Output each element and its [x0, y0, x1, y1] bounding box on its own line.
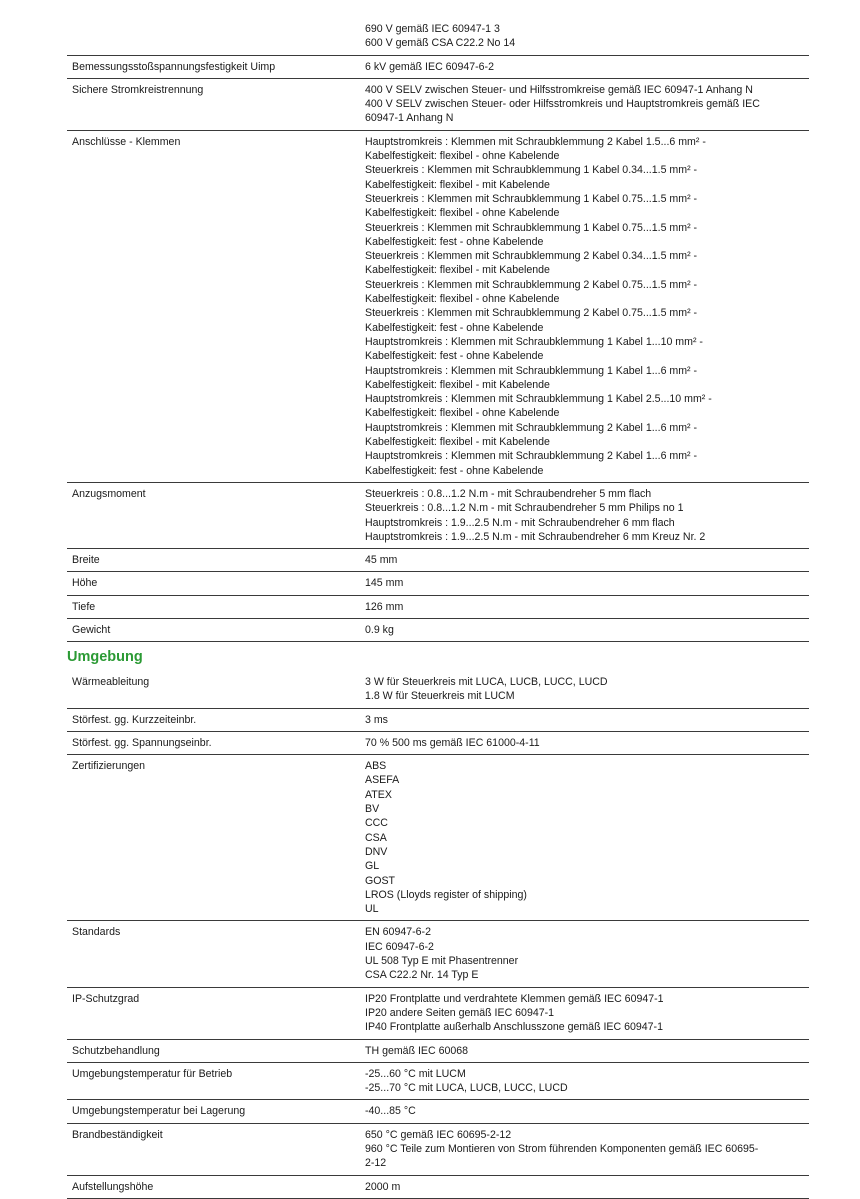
spec-value-line: 600 V gemäß CSA C22.2 No 14 [365, 37, 516, 50]
spec-value-line: 6 kV gemäß IEC 60947-6-2 [365, 60, 494, 73]
spec-value-line: Kabelfestigkeit: flexibel - ohne Kabelende [365, 293, 560, 306]
spec-value-line: ATEX [365, 788, 392, 801]
spec-label: Bemessungsstoßspannungsfestigkeit Uimp [72, 60, 276, 73]
spec-label: Störfest. gg. Kurzzeiteinbr. [72, 713, 197, 726]
spec-row [67, 1063, 809, 1101]
spec-value-line: Kabelfestigkeit: fest - ohne Kabelende [365, 464, 544, 477]
spec-value-line: Kabelfestigkeit: fest - ohne Kabelende [365, 235, 544, 248]
spec-value-line: 0.9 kg [365, 623, 394, 636]
spec-value [365, 1128, 809, 1171]
spec-value-line: Hauptstromkreis : Klemmen mit Schraubklemmung 1 Kabel 1...6 mm² - [365, 364, 698, 377]
spec-value-line: Kabelfestigkeit: flexibel - ohne Kabelende [365, 407, 560, 420]
spec-row [67, 483, 809, 549]
spec-value-line: Kabelfestigkeit: flexibel - mit Kabelende [365, 378, 550, 391]
spec-value-line: Kabelfestigkeit: flexibel - mit Kabelende [365, 178, 550, 191]
spec-value [365, 1044, 809, 1058]
spec-value-line: Kabelfestigkeit: fest - ohne Kabelende [365, 321, 544, 334]
spec-value-line: -25...70 °C mit LUCA, LUCB, LUCC, LUCD [365, 1082, 568, 1095]
spec-row [67, 1176, 809, 1199]
spec-row [67, 755, 809, 921]
spec-value [365, 576, 809, 590]
spec-value-line: Kabelfestigkeit: flexibel - ohne Kabelende [365, 150, 560, 163]
spec-label: Störfest. gg. Spannungseinbr. [72, 736, 212, 749]
spec-value-line: EN 60947-6-2 [365, 926, 431, 939]
spec-label: Anzugsmoment [72, 487, 146, 500]
spec-value-line: Hauptstromkreis : Klemmen mit Schraubklemmung 2 Kabel 1...6 mm² - [365, 450, 698, 463]
spec-label: Umgebungstemperatur für Betrieb [72, 1067, 233, 1080]
spec-value-line: 145 mm [365, 577, 404, 590]
spec-label: Sichere Stromkreistrennung [72, 83, 204, 96]
spec-row [67, 732, 809, 755]
spec-value-line: 45 mm [365, 554, 398, 567]
spec-label: Anschlüsse - Klemmen [72, 135, 181, 148]
spec-label: Zertifizierungen [72, 760, 146, 773]
spec-value-line: Hauptstromkreis : Klemmen mit Schraubklemmung 1 Kabel 1...10 mm² - [365, 335, 703, 348]
spec-value-line: 2-12 [365, 1157, 387, 1170]
spec-label: Aufstellungshöhe [72, 1180, 154, 1193]
spec-value-line: -25...60 °C mit LUCM [365, 1067, 466, 1080]
spec-value-line: IP20 Frontplatte und verdrahtete Klemmen gemäß IEC 60947-1 [365, 992, 664, 1005]
spec-value-line: 960 °C Teile zum Montieren von Strom führenden Komponenten gemäß IEC 60695- [365, 1143, 759, 1156]
spec-value-line: Steuerkreis : Klemmen mit Schraubklemmung 1 Kabel 0.34...1.5 mm² - [365, 164, 698, 177]
spec-value-line: IP20 andere Seiten gemäß IEC 60947-1 [365, 1006, 555, 1019]
spec-value [365, 22, 809, 51]
spec-row [67, 619, 809, 642]
spec-row [67, 79, 809, 131]
spec-label: Schutzbehandlung [72, 1044, 160, 1057]
spec-value [365, 992, 809, 1035]
spec-value [365, 736, 809, 750]
spec-value [365, 713, 809, 727]
spec-value [365, 759, 809, 916]
spec-value [365, 1067, 809, 1096]
spec-value-line: UL [365, 903, 379, 916]
spec-value-line: Hauptstromkreis : 1.9...2.5 N.m - mit Schraubendreher 6 mm Kreuz Nr. 2 [365, 530, 706, 543]
spec-value-line: 1.8 W für Steuerkreis mit LUCM [365, 690, 515, 703]
spec-value-line: GOST [365, 874, 396, 887]
spec-value-line: 3 W für Steuerkreis mit LUCA, LUCB, LUCC, LUCD [365, 676, 608, 688]
spec-value-line: LROS (Lloyds register of shipping) [365, 888, 527, 901]
spec-table-technical [67, 0, 809, 642]
spec-value-line: IP40 Frontplatte außerhalb Anschlusszone gemäß IEC 60947-1 [365, 1021, 663, 1034]
spec-row [67, 596, 809, 619]
spec-value-line: 2000 m [365, 1180, 401, 1193]
spec-value-line: 400 V SELV zwischen Steuer- oder Hilfsstromkreis und Hauptstromkreis gemäß IEC [365, 98, 760, 111]
spec-label: Gewicht [72, 623, 111, 636]
spec-value-line: Kabelfestigkeit: flexibel - mit Kabelende [365, 436, 550, 449]
spec-value [365, 600, 809, 614]
section-title-umgebung: Umgebung [67, 649, 143, 665]
spec-row [67, 988, 809, 1040]
spec-value-line: 60947-1 Anhang N [365, 112, 454, 125]
spec-value-line: 126 mm [365, 600, 404, 613]
spec-value-line: CSA [365, 831, 387, 844]
spec-value-line: 3 ms [365, 713, 388, 726]
spec-value [365, 83, 809, 126]
spec-value-line: Steuerkreis : 0.8...1.2 N.m - mit Schraubendreher 5 mm Philips no 1 [365, 502, 684, 515]
spec-value [365, 60, 809, 74]
spec-row [67, 709, 809, 732]
spec-value-line: Hauptstromkreis : Klemmen mit Schraubklemmung 2 Kabel 1...6 mm² - [365, 421, 698, 434]
spec-value-line: 650 °C gemäß IEC 60695-2-12 [365, 1128, 512, 1141]
spec-row [67, 1040, 809, 1063]
spec-value-line: Kabelfestigkeit: flexibel - ohne Kabelende [365, 207, 560, 220]
spec-value-line: Kabelfestigkeit: fest - ohne Kabelende [365, 350, 544, 363]
spec-value-line: BV [365, 803, 380, 816]
spec-label: Tiefe [72, 600, 96, 613]
spec-value [365, 925, 809, 982]
spec-row [67, 0, 809, 56]
spec-row [67, 1100, 809, 1123]
spec-value-line: ABS [365, 760, 387, 773]
spec-row [67, 671, 809, 709]
spec-value-line: IEC 60947-6-2 [365, 940, 434, 953]
spec-value [365, 553, 809, 567]
spec-value [365, 675, 809, 704]
spec-value-line: UL 508 Typ E mit Phasentrenner [365, 955, 519, 968]
spec-value-line: -40...85 °C [365, 1105, 416, 1118]
spec-value [365, 623, 809, 637]
spec-table-umgebung [67, 671, 809, 1199]
spec-value-line: Steuerkreis : Klemmen mit Schraubklemmung 1 Kabel 0.75...1.5 mm² - [365, 192, 698, 205]
spec-value-line: 400 V SELV zwischen Steuer- und Hilfsstromkreise gemäß IEC 60947-1 Anhang N [365, 83, 753, 96]
spec-value-line: 690 V gemäß IEC 60947-1 3 [365, 23, 500, 35]
spec-label: IP-Schutzgrad [72, 992, 140, 1005]
spec-row [67, 921, 809, 987]
spec-row [67, 56, 809, 79]
spec-row [67, 131, 809, 483]
spec-value-line: TH gemäß IEC 60068 [365, 1044, 469, 1057]
spec-value-line: Hauptstromkreis : Klemmen mit Schraubklemmung 2 Kabel 1.5...6 mm² - [365, 135, 706, 148]
spec-value-line: Steuerkreis : Klemmen mit Schraubklemmung 1 Kabel 0.75...1.5 mm² - [365, 221, 698, 234]
spec-value-line: 70 % 500 ms gemäß IEC 61000-4-11 [365, 736, 540, 749]
spec-value-line: Steuerkreis : Klemmen mit Schraubklemmung 2 Kabel 0.75...1.5 mm² - [365, 278, 698, 291]
spec-value-line: GL [365, 860, 380, 873]
spec-label: Standards [72, 926, 121, 939]
spec-label [67, 22, 365, 51]
spec-row [67, 549, 809, 572]
spec-label: Umgebungstemperatur bei Lagerung [72, 1105, 246, 1118]
spec-value-line: Steuerkreis : 0.8...1.2 N.m - mit Schraubendreher 5 mm flach [365, 487, 652, 500]
spec-label: Wärmeableitung [72, 676, 150, 688]
spec-value-line: CCC [365, 817, 388, 830]
spec-value-line: Hauptstromkreis : Klemmen mit Schraubklemmung 1 Kabel 2.5...10 mm² - [365, 393, 712, 406]
spec-value [365, 1104, 809, 1118]
spec-value-line: DNV [365, 845, 388, 858]
spec-value-line: ASEFA [365, 774, 400, 787]
spec-value [365, 487, 809, 544]
spec-label: Höhe [72, 577, 98, 590]
spec-row [67, 572, 809, 595]
spec-value-line: Kabelfestigkeit: flexibel - mit Kabelende [365, 264, 550, 277]
spec-value-line: Steuerkreis : Klemmen mit Schraubklemmung 2 Kabel 0.34...1.5 mm² - [365, 250, 698, 263]
spec-value-line: Steuerkreis : Klemmen mit Schraubklemmung 2 Kabel 0.75...1.5 mm² - [365, 307, 698, 320]
spec-value [365, 1180, 809, 1194]
spec-value-line: Hauptstromkreis : 1.9...2.5 N.m - mit Schraubendreher 6 mm flach [365, 516, 675, 529]
spec-label: Breite [72, 554, 100, 567]
spec-value [365, 135, 809, 478]
spec-label: Brandbeständigkeit [72, 1128, 163, 1141]
spec-value-line: CSA C22.2 Nr. 14 Typ E [365, 969, 479, 982]
